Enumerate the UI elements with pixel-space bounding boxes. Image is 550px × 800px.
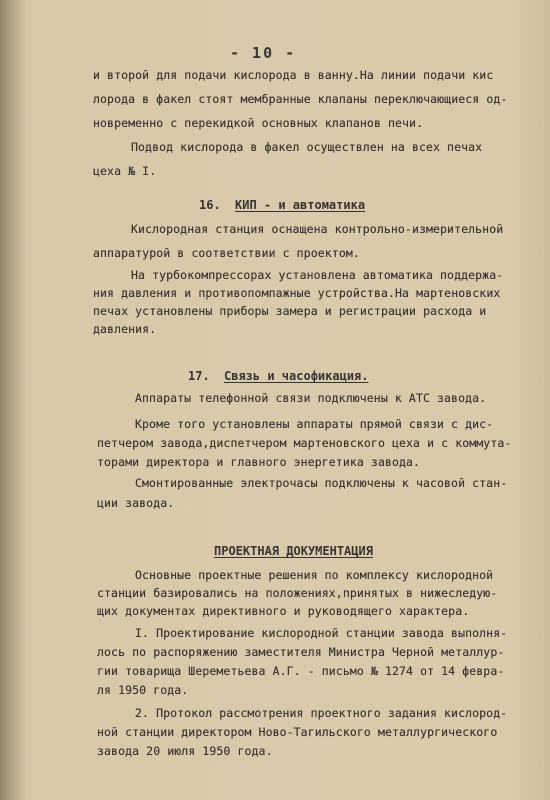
text-line: торами директора и главного энергетика завода. (97, 455, 421, 469)
text-line: 2. Протокол рассмотрения проектного задания кислород- (135, 706, 508, 720)
text-line: лорода в факел стоят мембранные клапаны переключающиеся од- (93, 92, 508, 106)
section-heading: КИП - и автоматика (235, 198, 366, 212)
text-line: ной станции директором Ново-Тагильского металлургического (97, 725, 498, 739)
text-line: станции базировались на положениях,принятых в нижеследую- (97, 586, 498, 600)
text-line: Кислородная станция оснащена контрольно-измерительной (131, 222, 504, 236)
text-line: печах установлены приборы замера и регистрации расхода и (93, 304, 487, 318)
page-binding-edge (0, 0, 26, 800)
text-line: новременно с перекидкой основных клапанов печи. (93, 116, 424, 130)
text-line: лось по распоряжению заместителя Министра Черной металлур- (97, 645, 505, 659)
text-line: и второй для подачи кислорода в ванну.На линии подачи кис (93, 68, 494, 82)
text-line: петчером завода,диспетчером мартеновского цеха и с коммута- (97, 436, 512, 450)
text-line: Смонтированные электрочасы подключены к часовой стан- (135, 476, 508, 490)
section-heading: Связь и часофикация. (224, 369, 369, 383)
section-number: 16. (199, 198, 221, 212)
text-line: ля 1950 года. (97, 683, 189, 697)
text-line: аппаратурой в соответствии с проектом. (93, 246, 360, 260)
text-line: На турбокомпрессорах установлена автоматика поддержа- (131, 268, 504, 282)
text-line: ции завода. (97, 496, 175, 510)
text-line: щих документах директивного и руководящего характера. (97, 604, 470, 618)
text-line: I. Проектирование кислородной станции завода выполня- (135, 626, 508, 640)
section-heading: ПРОЕКТНАЯ ДОКУМЕНТАЦИЯ (214, 544, 373, 558)
text-line: ния давления и противопомпажные устройства.На мартеновских (93, 286, 501, 300)
text-line: Основные проектные решения по комплексу кислородной (135, 568, 494, 582)
text-line: Подвод кислорода в факел осуществлен на всех печах (131, 140, 483, 154)
text-line: гии товарища Шереметьева А.Г. - письмо № 1274 от 14 февра- (97, 664, 505, 678)
page-number: - 10 - (230, 44, 297, 62)
text-line: Аппараты телефонной связи подключены к АТС завода. (135, 391, 487, 405)
text-line: давления. (93, 322, 157, 336)
text-line: завода 20 июля 1950 года. (97, 744, 273, 758)
text-line: цеха № I. (93, 164, 157, 178)
text-line: Кроме того установлены аппараты прямой связи с дис- (135, 417, 494, 431)
section-number: 17. (188, 369, 210, 383)
